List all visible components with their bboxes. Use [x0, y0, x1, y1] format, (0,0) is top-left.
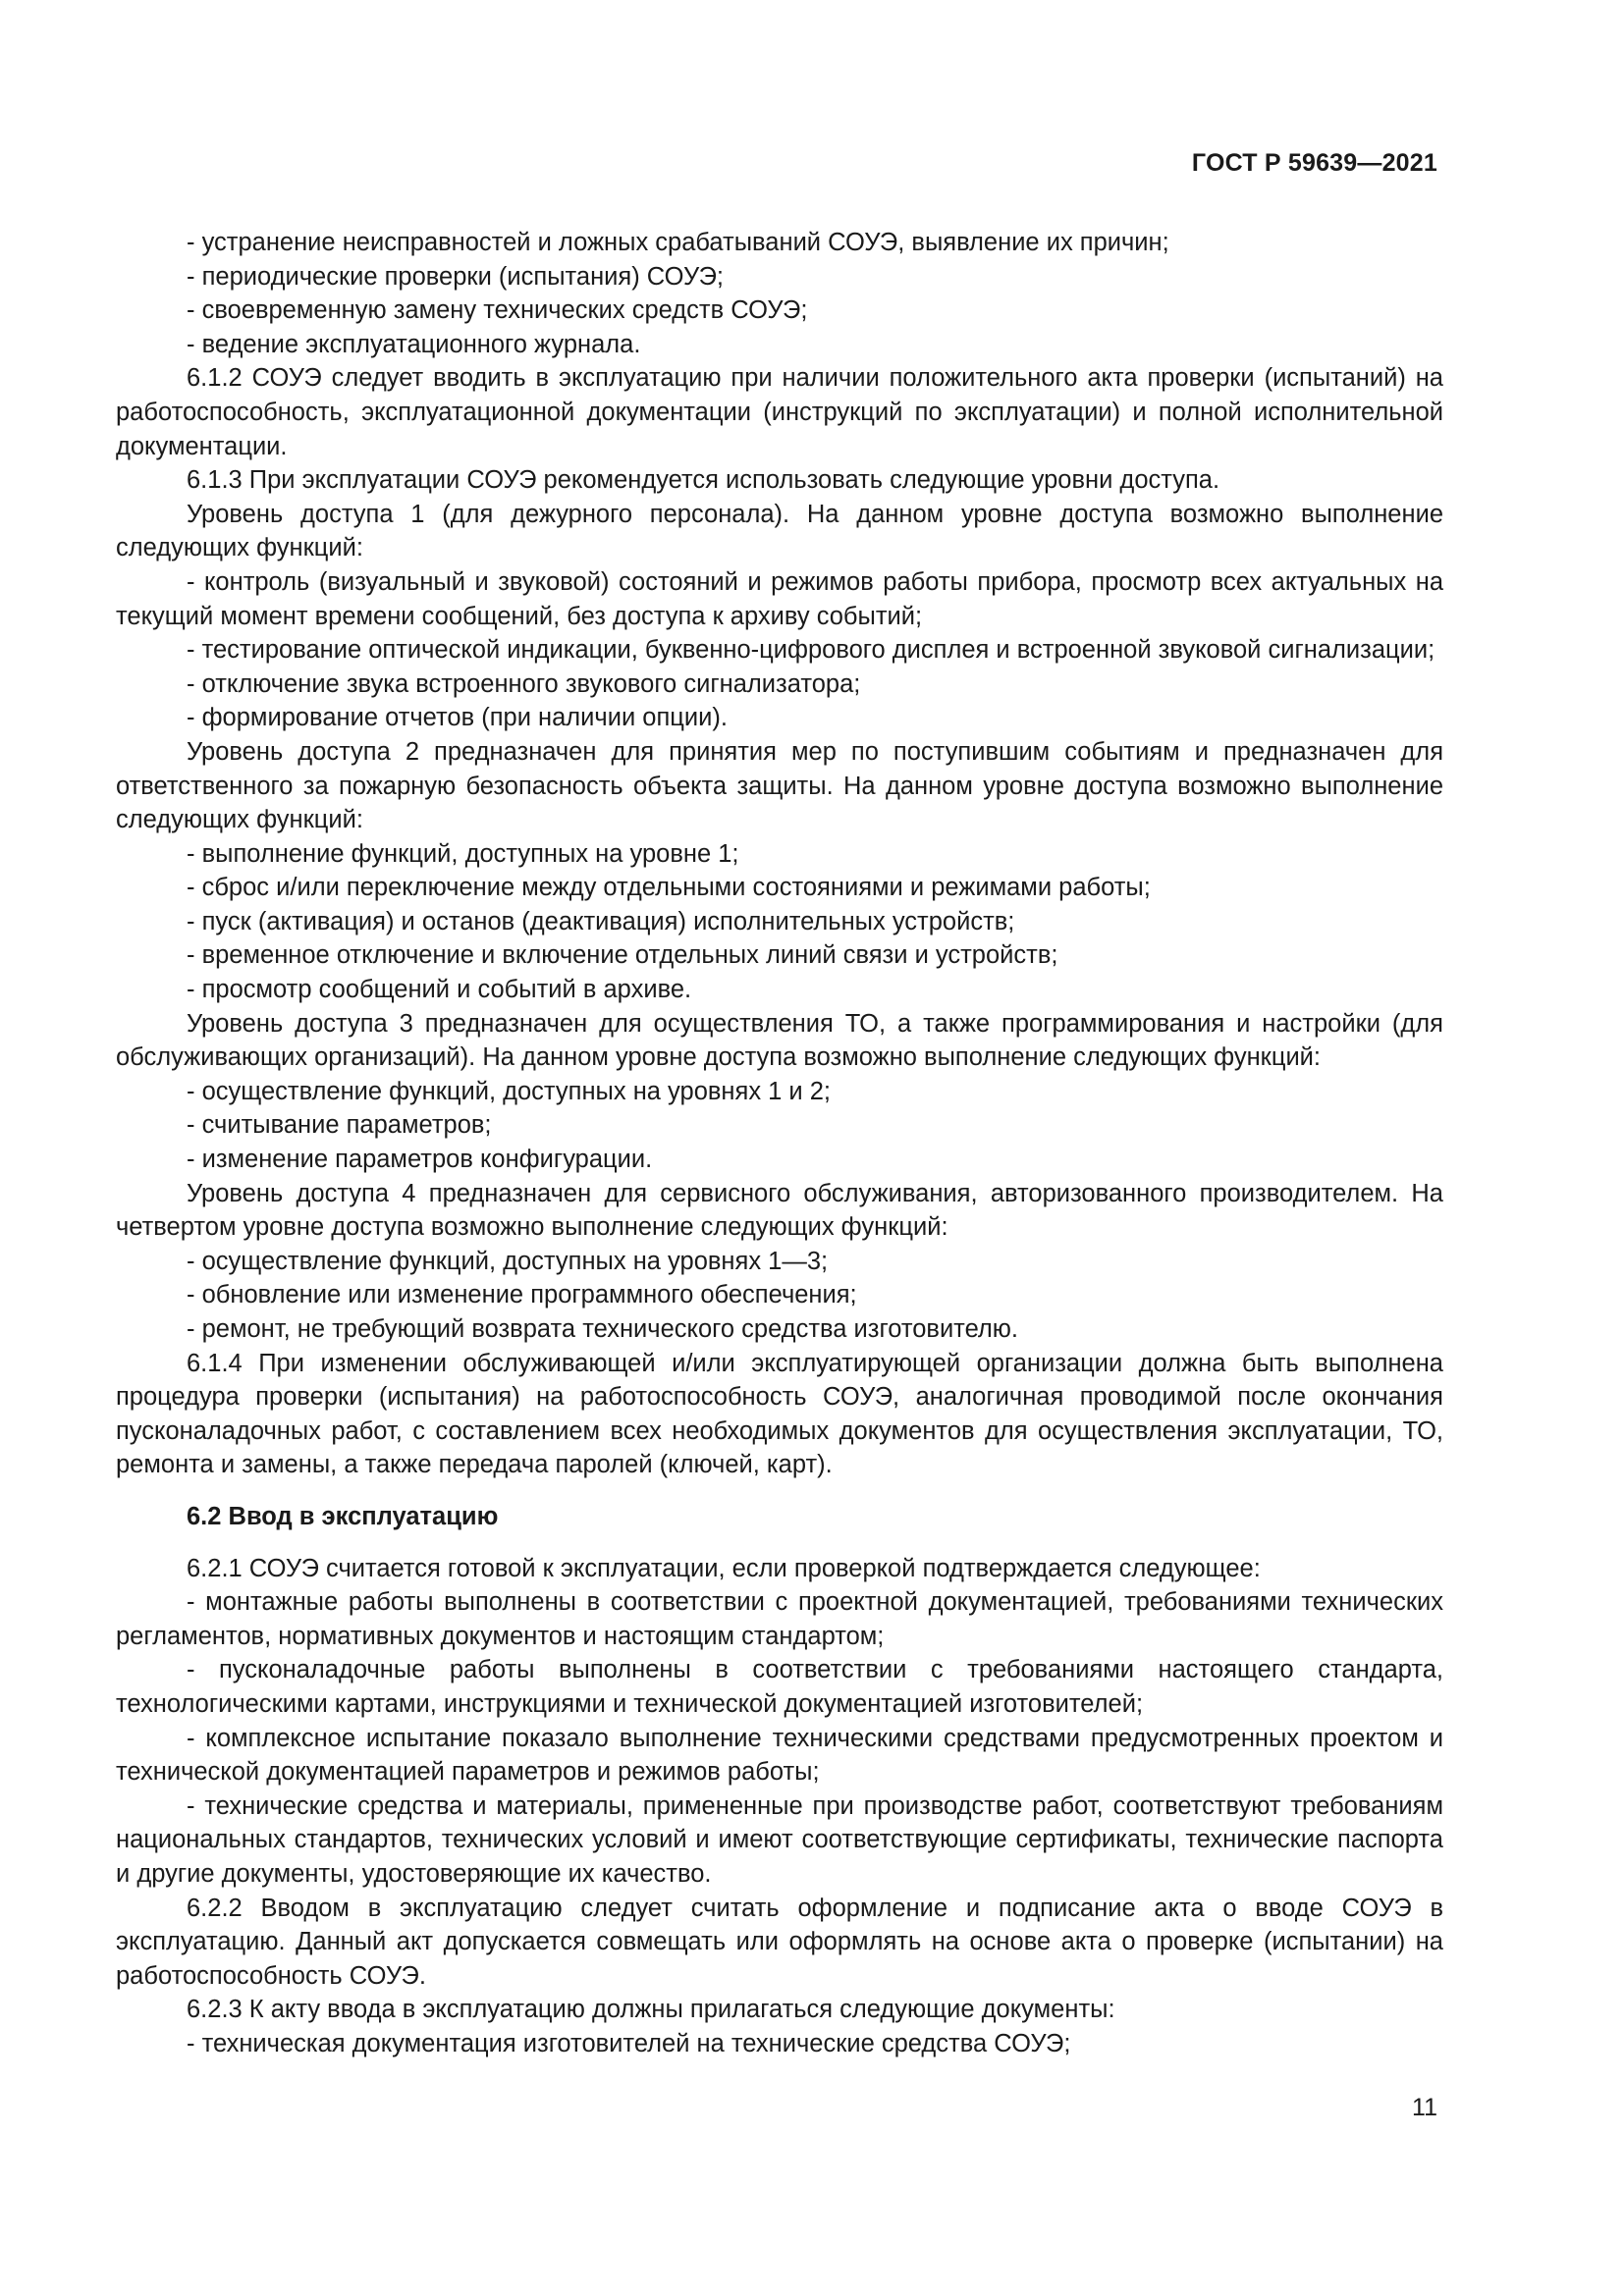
paragraph: - временное отключение и включение отдельных линий связи и устройств; — [187, 941, 1058, 970]
paragraph: 6.2.3 К акту ввода в эксплуатацию должны прилагаться следующие документы: — [187, 1996, 1115, 2024]
paragraph: - сброс и/или переключение между отдельными состояниями и режимами работы; — [187, 874, 1151, 902]
paragraph: - тестирование оптической индикации, буквенно-цифрового дисплея и встроенной звуковой сигнализации; — [187, 636, 1435, 665]
document-body — [116, 226, 1443, 2060]
paragraph: - обновление или изменение программного обеспечения; — [187, 1281, 857, 1309]
section-heading: 6.2 Ввод в эксплуатацию — [187, 1502, 499, 1530]
paragraph: - пусконаладочные работы выполнены в соответствии с требованиями настоящего стандарта, технологическими картами, инструкциями и технической документацией изготовителей; — [116, 1656, 1443, 1718]
paragraph: 6.2.1 СОУЭ считается готовой к эксплуатации, если проверкой подтверждается следующее: — [187, 1554, 1261, 1582]
paragraph: 6.1.4 При изменении обслуживающей и/или эксплуатирующей организации должна быть выполнена процедура проверки (испытания) на работоспособность СОУЭ, аналогичная проводимой после окончания пусконаладочных работ, с составлением всех необходимых документов для осуществления эксплуатации, ТО, ремонта и замены, а также передача паролей (ключей, карт). — [116, 1349, 1443, 1479]
paragraph-block-6-1 — [116, 226, 1443, 1482]
paragraph: 6.2.2 Вводом в эксплуатацию следует считать оформление и подписание акта о вводе СОУЭ в эксплуатацию. Данный акт допускается совмещать или оформлять на основе акта о проверке (испытании) на работоспособность СОУЭ. — [116, 1894, 1443, 1990]
paragraph: 6.1.2 СОУЭ следует вводить в эксплуатацию при наличии положительного акта проверки (испытаний) на работоспособность, эксплуатационной документации (инструкций по эксплуатации) и полной исполнительной документации. — [116, 364, 1443, 460]
paragraph: - своевременную замену технических средств СОУЭ; — [187, 296, 808, 325]
paragraph: - монтажные работы выполнены в соответствии с проектной документацией, требованиями технических регламентов, нормативных документов и настоящим стандартом; — [116, 1588, 1443, 1650]
paragraph: Уровень доступа 1 (для дежурного персонала). На данном уровне доступа возможно выполнение следующих функций: — [116, 500, 1443, 562]
doc-header: ГОСТ Р 59639—2021 — [1191, 149, 1437, 177]
paragraph: Уровень доступа 2 предназначен для принятия мер по поступившим событиям и предназначен для ответственного за пожарную безопасность объекта защиты. На данном уровне доступа возможно выполнение следующих функций: — [116, 737, 1443, 834]
paragraph: - осуществление функций, доступных на уровнях 1 и 2; — [187, 1077, 832, 1105]
paragraph: - технические средства и материалы, примененные при производстве работ, соответствуют требованиям национальных стандартов, технических условий и имеют соответствующие сертификаты, технические паспорта и другие документы, удостоверяющие их качество. — [116, 1791, 1443, 1888]
paragraph: - изменение параметров конфигурации. — [187, 1146, 653, 1174]
paragraph: - считывание параметров; — [187, 1111, 492, 1140]
paragraph: - техническая документация изготовителей на технические средства СОУЭ; — [187, 2029, 1071, 2057]
paragraph: 6.1.3 При эксплуатации СОУЭ рекомендуется использовать следующие уровни доступа. — [187, 466, 1220, 495]
paragraph: Уровень доступа 3 предназначен для осуществления ТО, а также программирования и настройки (для обслуживающих организаций). На данном уровне доступа возможно выполнение следующих функций: — [116, 1009, 1443, 1072]
paragraph: - выполнение функций, доступных на уровне 1; — [187, 839, 739, 868]
paragraph: Уровень доступа 4 предназначен для сервисного обслуживания, авторизованного производителем. На четвертом уровне доступа возможно выполнение следующих функций: — [116, 1179, 1443, 1242]
page-number: 11 — [1412, 2094, 1437, 2121]
paragraph: - пуск (активация) и останов (деактивация) исполнительных устройств; — [187, 907, 1015, 935]
paragraph: - осуществление функций, доступных на уровнях 1—3; — [187, 1247, 829, 1275]
paragraph: - ремонт, не требующий возврата технического средства изготовителю. — [187, 1315, 1019, 1343]
paragraph: - отключение звука встроенного звукового сигнализатора; — [187, 669, 861, 698]
paragraph: - периодические проверки (испытания) СОУЭ; — [187, 262, 724, 291]
paragraph-block-6-2 — [116, 1552, 1443, 2061]
paragraph: - комплексное испытание показало выполнение техническими средствами предусмотренных проектом и технической документацией параметров и режимов работы; — [116, 1724, 1443, 1787]
paragraph: - ведение эксплуатационного журнала. — [187, 330, 641, 358]
paragraph: - просмотр сообщений и событий в архиве. — [187, 976, 692, 1004]
paragraph: - контроль (визуальный и звуковой) состояний и режимов работы прибора, просмотр всех актуальных на текущий момент времени сообщений, без доступа к архиву событий; — [116, 567, 1443, 630]
paragraph: - формирование отчетов (при наличии опции). — [187, 704, 728, 732]
paragraph: - устранение неисправностей и ложных срабатываний СОУЭ, выявление их причин; — [187, 229, 1169, 256]
